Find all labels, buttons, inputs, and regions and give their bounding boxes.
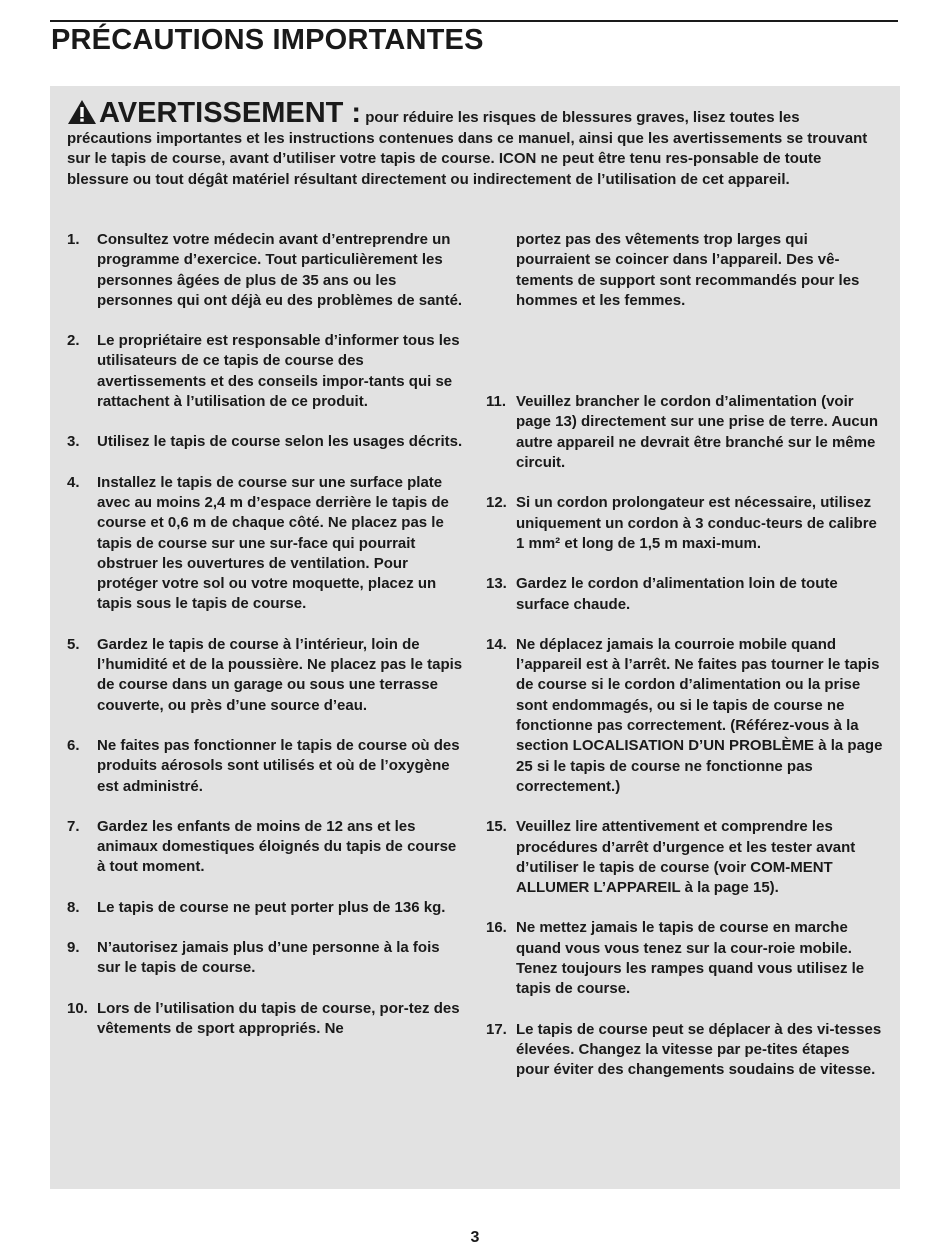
- precaution-item-10: [67, 999, 467, 1040]
- item-text: Ne mettez jamais le tapis de course en marche quand vous vous tenez sur la cour-roie mobile. Tenez toujours les rampes quand vous utilisez le tapis de course.: [516, 919, 865, 998]
- precautions-right-column: [486, 230, 886, 1081]
- precaution-item-8: [67, 898, 467, 918]
- item-number: 5.: [67, 635, 80, 653]
- precaution-item-11: [486, 392, 886, 473]
- item-text: Le propriétaire est responsable d’informer tous les utilisateurs de ce tapis de course des avertissements et des conseils impor-tants qui se rattachent à l’utilisation de ce produit.: [97, 332, 460, 411]
- precaution-item-7: [67, 817, 467, 878]
- item-number: 17.: [486, 1020, 507, 1038]
- item-text: Gardez le cordon d’alimentation loin de toute surface chaude.: [516, 575, 838, 613]
- precaution-item-9: [67, 938, 467, 979]
- precaution-item-12: [486, 493, 886, 554]
- item-text: Le tapis de course ne peut porter plus de 136 kg.: [97, 898, 446, 916]
- precaution-item-6: [67, 736, 467, 797]
- item-number: 11.: [486, 393, 507, 411]
- precaution-item-10-continued: [486, 230, 886, 311]
- item-text: Consultez votre médecin avant d’entreprendre un programme d’exercice. Tout particulièrement les personnes âgées de plus de 35 ans ou les personnes qui ont déjà eu des problèmes de santé.: [97, 231, 463, 309]
- precaution-item-5: [67, 635, 467, 716]
- item-number: 6.: [67, 736, 80, 754]
- item-text: Utilisez le tapis de course selon les usages décrits.: [97, 433, 463, 451]
- warning-heading: [67, 97, 361, 129]
- precaution-item-13: [486, 574, 886, 615]
- item-text: Veuillez lire attentivement et comprendre les procédures d’arrêt d’urgence et les tester avant d’utiliser le tapis de course (voir COM-MENT ALLUMER L’APPAREIL à la page 15).: [516, 818, 856, 897]
- item-text: Ne faites pas fonctionner le tapis de course où des produits aérosols sont utilisés et où de l’oxygène est administré.: [97, 736, 460, 795]
- item-text: N’autorisez jamais plus d’une personne à la fois sur le tapis de course.: [97, 939, 440, 977]
- item-number: 8.: [67, 898, 80, 916]
- item-number: 3.: [67, 433, 80, 451]
- precaution-item-16: [486, 918, 886, 999]
- warning-text: pour réduire les risques de blessures graves, lisez toutes les précautions importantes et les instructions contenues dans ce manuel, ainsi que les avertissements se trouvant sur le tapis de course, avant d’utiliser votre tapis de course. ICON ne peut être tenu res-ponsable de toute blessure ou tout dégât matériel résultant directement ou indirectement de l’utilisation de cet appareil.: [67, 109, 868, 188]
- item-number: 14.: [486, 635, 507, 653]
- page-title: PRÉCAUTIONS IMPORTANTES: [51, 24, 484, 56]
- precaution-item-15: [486, 817, 886, 898]
- page-number: 3: [470, 1229, 480, 1246]
- precaution-item-14: [486, 635, 886, 797]
- precautions-left-column: [67, 230, 467, 1039]
- item-number: 1.: [67, 231, 80, 248]
- precaution-item-4: [67, 473, 467, 615]
- precaution-item-3: [67, 432, 467, 452]
- warning-triangle-icon: [67, 99, 97, 125]
- item-number: 7.: [67, 817, 80, 835]
- precaution-item-1: [67, 230, 467, 311]
- item-text: Le tapis de course peut se déplacer à des vi-tesses élevées. Changez la vitesse par pe-tites étapes pour éviter des changements soudains de vitesse.: [516, 1020, 882, 1079]
- item-text: Installez le tapis de course sur une surface plate avec au moins 2,4 m d’espace derrière le tapis de course et 0,6 m de chaque côté. Ne placez pas le tapis de course sur une sur-face qui pourrait obstruer les ouvertures de ventilation. Pour protéger votre sol ou votre moquette, placez un tapis sous le tapis de course.: [97, 473, 449, 613]
- warning-block: [67, 98, 882, 190]
- item-number: 16.: [486, 919, 507, 937]
- precaution-item-2: [67, 331, 467, 412]
- precaution-item-17: [486, 1020, 886, 1081]
- item-text: portez pas des vêtements trop larges qui pourraient se coincer dans l’appareil. Des vê-tements de support sont recommandés pour les hommes et les femmes.: [516, 231, 860, 309]
- item-text: Gardez le tapis de course à l’intérieur, loin de l’humidité et de la poussière. Ne placez pas le tapis de course dans un garage ou sous une terrasse couverte, ou près d’une source d’eau.: [97, 635, 463, 714]
- item-number: 2.: [67, 332, 80, 350]
- item-text: Si un cordon prolongateur est nécessaire, utilisez uniquement un cordon à 3 conduc-teurs de calibre 1 mm² et long de 1,5 m maxi-mum.: [516, 494, 877, 552]
- item-number: 10.: [67, 999, 88, 1017]
- item-number: 9.: [67, 939, 80, 957]
- item-text: Ne déplacez jamais la courroie mobile quand l’appareil est à l’arrêt. Ne faites pas tourner le tapis de course si le cordon d’alimentation ou la prise sont endommagés, ou si le tapis de course ne fonctionne pas correctement. (Référez-vous à la section LOCALISATION D’UN PROBLÈME à la page 25 si le tapis de course ne fonctionne pas correctement.): [516, 635, 883, 795]
- warning-heading-text: AVERTISSEMENT :: [99, 97, 362, 129]
- item-number: 4.: [67, 473, 80, 491]
- item-text: Veuillez brancher le cordon d’alimentation (voir page 13) directement sur une prise de terre. Aucun autre appareil ne devrait être branché sur le même circuit.: [516, 393, 879, 472]
- item-number: 12.: [486, 494, 507, 512]
- item-text: Gardez les enfants de moins de 12 ans et les animaux domestiques éloignés du tapis de course à tout moment.: [97, 817, 457, 876]
- item-number: 15.: [486, 818, 507, 836]
- top-rule: [50, 20, 898, 22]
- item-text: Lors de l’utilisation du tapis de course, por-tez des vêtements de sport appropriés. Ne: [97, 999, 460, 1037]
- item-number: 13.: [486, 575, 507, 593]
